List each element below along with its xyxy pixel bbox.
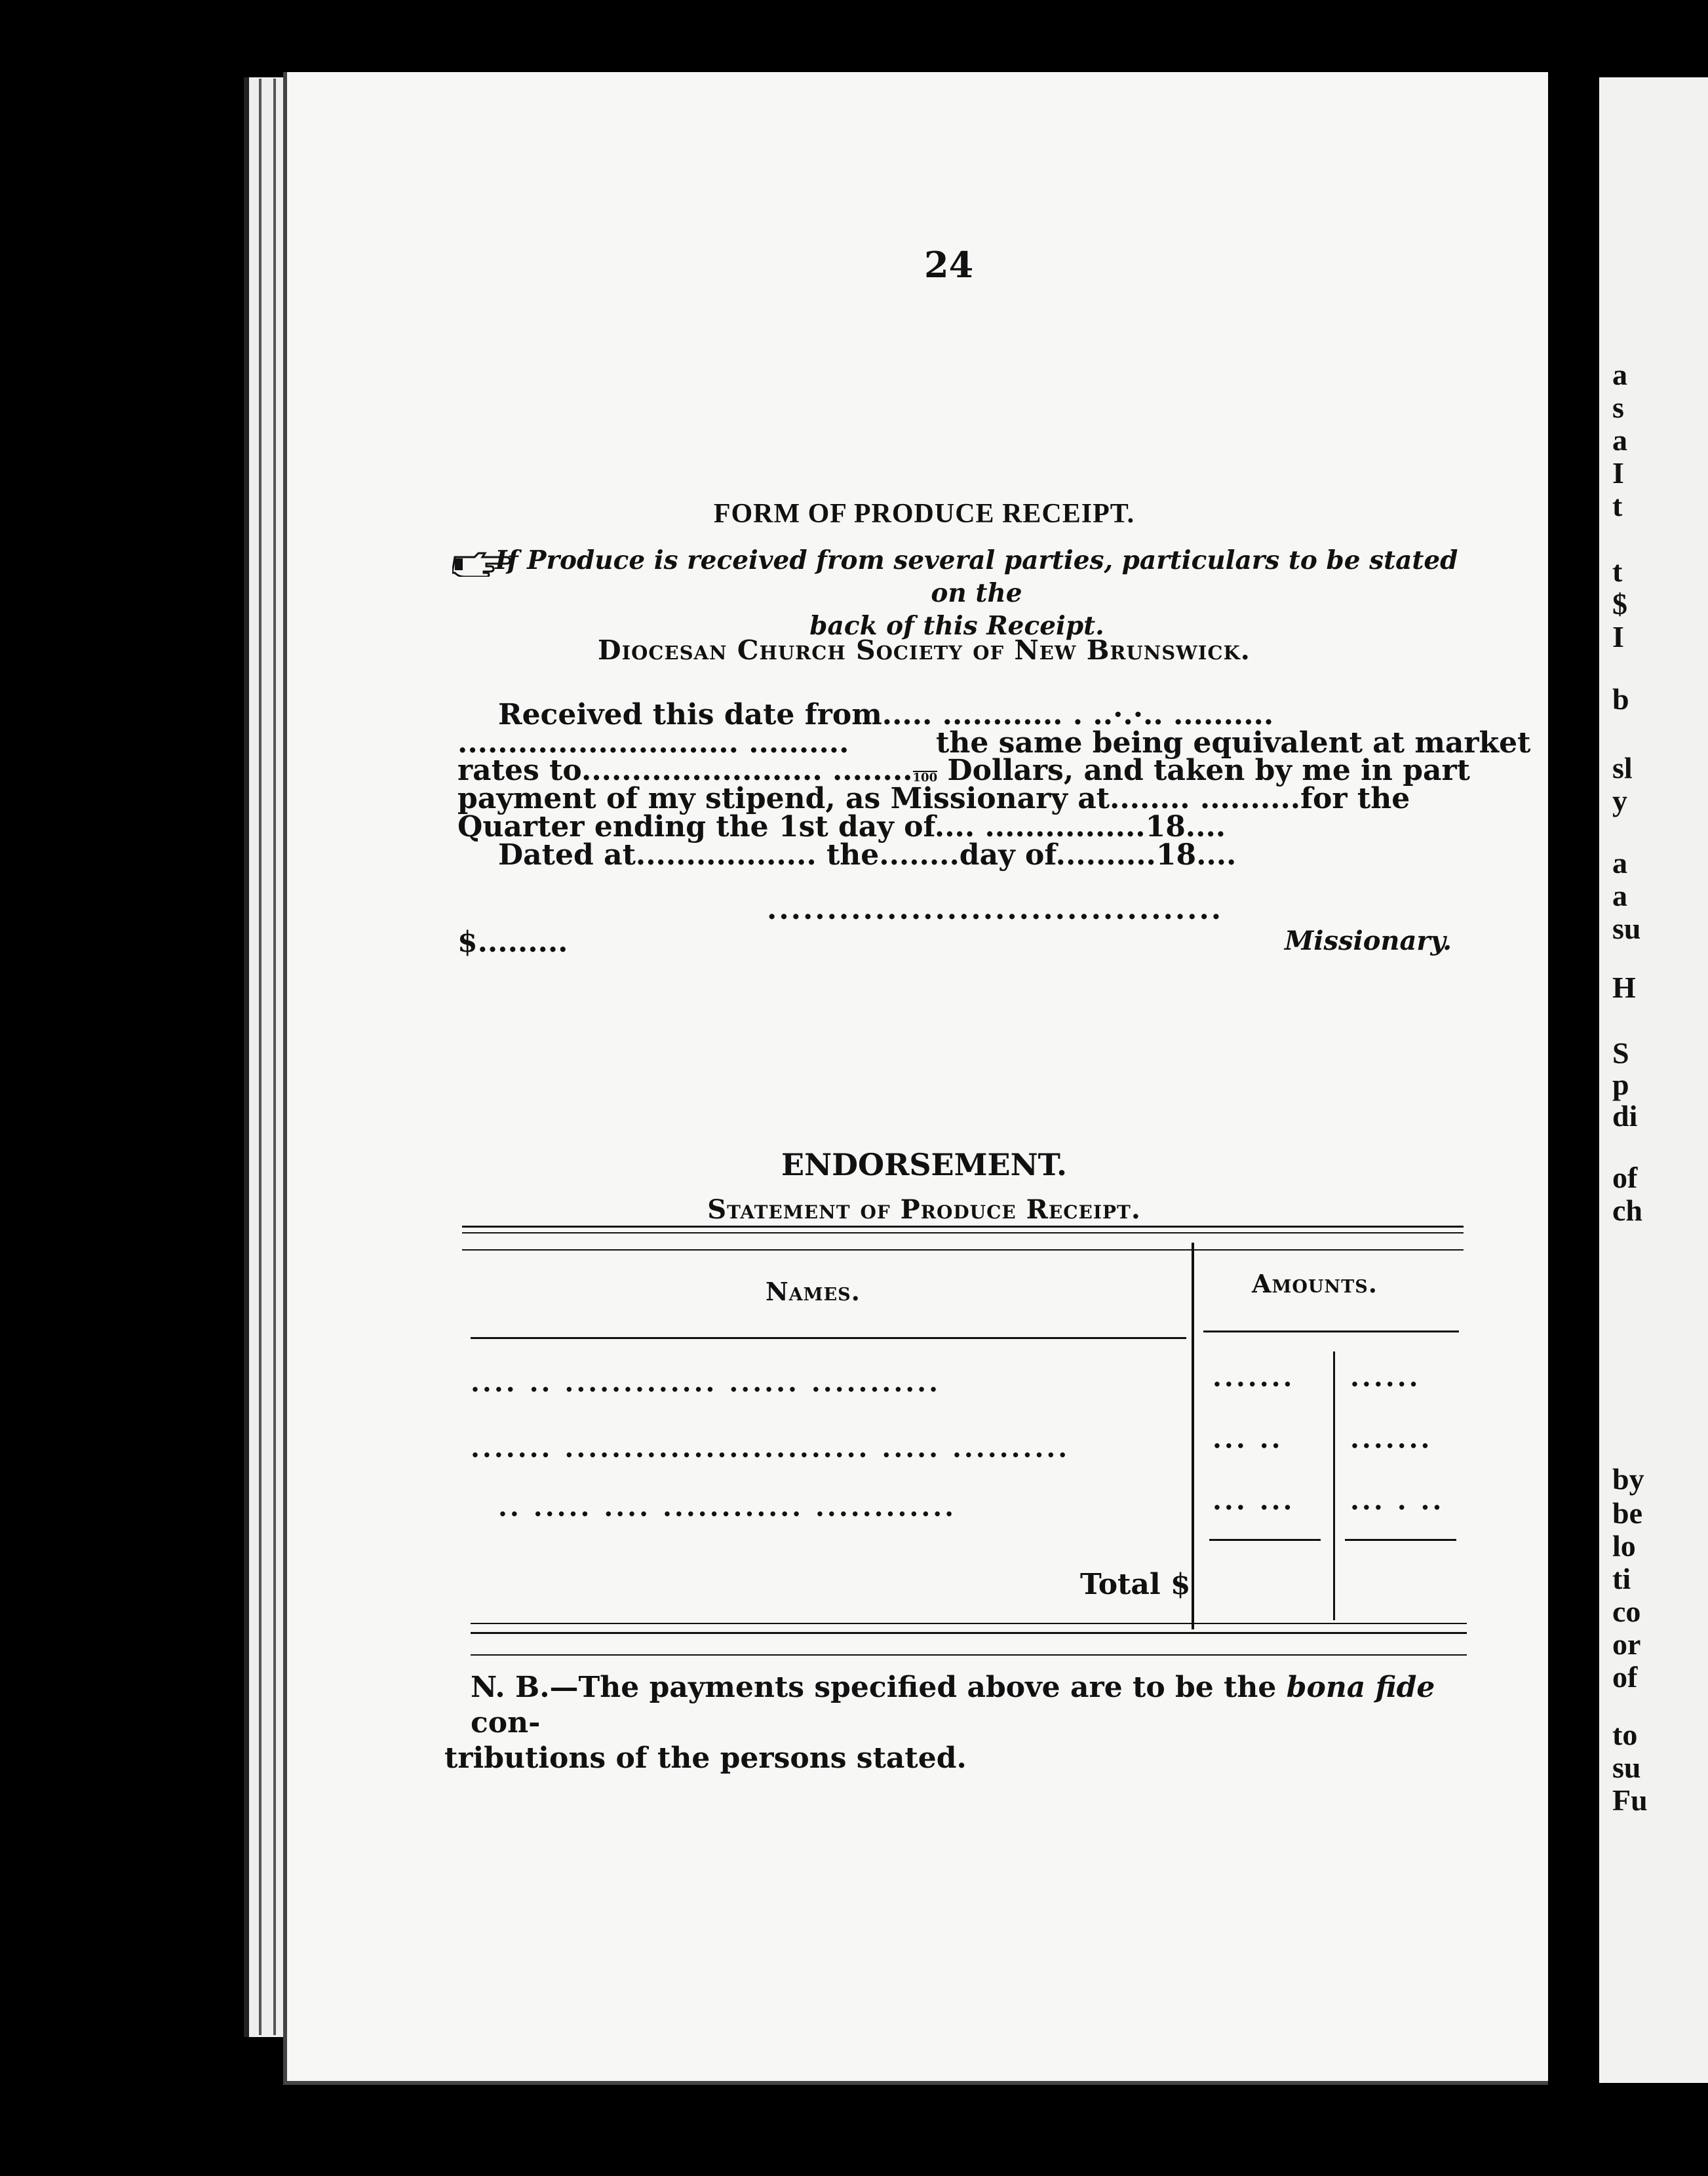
facing-page-fragment: su (1612, 912, 1641, 945)
facing-page-fragment: of (1612, 1161, 1638, 1194)
nb-text-b: con- (471, 1706, 541, 1739)
facing-page-fragment: a (1612, 846, 1627, 880)
receipt-line-2b: the same being equivalent at market (936, 726, 1531, 760)
table-top-rule-2 (462, 1232, 1464, 1234)
page-number: 24 (924, 244, 974, 286)
facing-page-fragment: by (1612, 1462, 1644, 1496)
scan-background-left (0, 0, 236, 2176)
facing-page-fragment: t (1612, 554, 1623, 588)
nb-line-2: tributions of the persons stated. (444, 1741, 967, 1775)
society-heading: Diocesan Church Society of New Brunswick. (598, 634, 1251, 666)
facing-page-fragment: $ (1612, 587, 1627, 621)
receipt-line-5: Quarter ending the 1st day of.... ................18.... (457, 810, 1226, 844)
facing-page-fragment: s (1612, 391, 1624, 424)
receipt-line-3a: rates to........................ ........ (457, 754, 913, 787)
facing-page-fragment: or (1612, 1627, 1641, 1661)
receipt-line-6: Dated at.................. the........day of..........18.... (498, 838, 1237, 872)
cents-fraction: 100 (913, 762, 938, 784)
facing-page-fragment: p (1612, 1068, 1629, 1101)
nb-text-a: N. B.—The payments specified above are to be the (471, 1671, 1287, 1704)
signature-line: ...................................... (767, 893, 1224, 926)
amounts-subdivider (1333, 1351, 1335, 1620)
form-title: FORM OF PRODUCE RECEIPT. (713, 499, 1135, 529)
table-row-1-names: .... .. ............. ...... ........... (471, 1367, 941, 1398)
missionary-label: Missionary. (1285, 925, 1452, 956)
facing-page-fragment: ch (1612, 1194, 1642, 1227)
column-header-amounts: Amounts. (1252, 1269, 1378, 1298)
facing-page-fragment: of (1612, 1660, 1638, 1694)
facing-page-fragment: I (1612, 620, 1624, 653)
facing-page (1599, 77, 1708, 2083)
facing-page-fragment: S (1612, 1036, 1629, 1070)
nb-italic: bona fide (1286, 1671, 1435, 1704)
facing-page-fragment: be (1612, 1496, 1642, 1530)
instruction-note (452, 544, 1462, 642)
receipt-line-1: Received this date from..... ............ . ..·.·.. .......... (498, 698, 1274, 731)
table-row-3-names: .. ..... .... ............ ............ (498, 1492, 957, 1523)
page-gutter (1548, 0, 1599, 2176)
note-line-1: If Produce is received from several parties, particulars to be stated on the (495, 545, 1458, 608)
facing-page-fragment: a (1612, 358, 1627, 391)
facing-page-fragment: to (1612, 1718, 1638, 1751)
table-top-rule-1 (462, 1226, 1464, 1228)
facing-page-fragment: a (1612, 423, 1627, 457)
table-row-1-amount-1: ....... (1213, 1362, 1295, 1393)
facing-page-fragment: H (1612, 971, 1636, 1004)
table-row-2-amount-1: ... .. (1213, 1424, 1283, 1454)
table-column-divider (1192, 1243, 1194, 1629)
endorsement-subtitle: Statement of Produce Receipt. (707, 1194, 1141, 1225)
receipt-line-3b: Dollars, and taken by me in part (947, 754, 1470, 787)
facing-page-fragment: I (1612, 456, 1624, 490)
total-rule-2 (1345, 1539, 1456, 1541)
book-page (283, 72, 1552, 2085)
total-label: Total $ (1080, 1568, 1191, 1601)
table-row-2-names: ....... .......................... ..... .......... (471, 1433, 1070, 1464)
amount-line: $......... (457, 925, 568, 959)
table-bottom-rule-2 (471, 1632, 1467, 1634)
facing-page-fragment: y (1612, 784, 1627, 817)
table-row-3-amount-2: ... . .. (1350, 1485, 1445, 1516)
amounts-header-rule (1203, 1331, 1459, 1332)
table-bottom-rule-1 (471, 1623, 1467, 1624)
binding-edge (259, 79, 276, 2035)
note-line-2: back of this Receipt. (809, 611, 1104, 641)
facing-page-fragment: t (1612, 489, 1623, 522)
table-row-1-amount-2: ...... (1350, 1362, 1421, 1393)
facing-page-fragment: di (1612, 1099, 1638, 1133)
facing-page-fragment: a (1612, 879, 1627, 912)
nota-bene (444, 1670, 1473, 1776)
receipt-line-4: payment of my stipend, as Missionary at........ ..........for the (457, 782, 1410, 815)
total-rule-1 (1209, 1539, 1321, 1541)
table-row-3-amount-1: ... ... (1213, 1485, 1295, 1516)
names-header-rule (471, 1337, 1186, 1339)
endorsement-title: ENDORSEMENT. (781, 1147, 1067, 1182)
facing-page-fragment: co (1612, 1595, 1641, 1628)
facing-page-fragment: ti (1612, 1562, 1631, 1595)
facing-page-fragment: su (1612, 1751, 1641, 1784)
facing-page-fragment: sl (1612, 751, 1633, 785)
receipt-line-2a: ............................ .......... (457, 726, 849, 760)
facing-page-fragment: Fu (1612, 1783, 1648, 1817)
facing-page-fragment: lo (1612, 1529, 1636, 1563)
facing-page-fragment: b (1612, 682, 1629, 716)
table-bottom-rule-3 (471, 1654, 1467, 1656)
column-header-names: Names. (766, 1277, 861, 1306)
table-top-rule-3 (462, 1249, 1464, 1251)
table-row-2-amount-2: ....... (1350, 1424, 1433, 1454)
